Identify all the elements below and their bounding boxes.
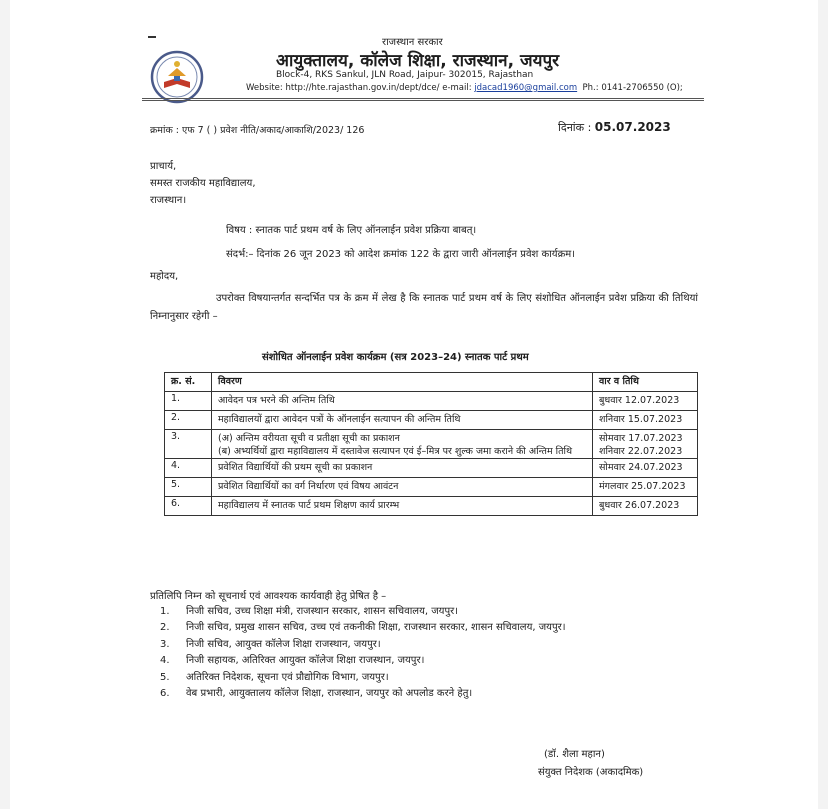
- margin-mark: [148, 36, 156, 38]
- list-number: 6.: [160, 688, 170, 700]
- department-logo-icon: [150, 50, 204, 104]
- row-date: सोमवार 24.07.2023: [593, 459, 698, 478]
- subject-line: विषय : स्नातक पार्ट प्रथम वर्ष के लिए ऑनलाईन प्रवेश प्रक्रिया बाबत्।: [226, 225, 477, 236]
- table-row: [165, 478, 698, 497]
- list-text: निजी सचिव, आयुक्त कॉलेज शिक्षा राजस्थान, जयपुर।: [186, 638, 381, 650]
- list-item: [160, 604, 566, 620]
- addressee-line: प्राचार्य,: [150, 161, 177, 172]
- copy-to-heading: प्रतिलिपि निम्न को सूचनार्थ एवं आवश्यक कार्यवाही हेतु प्रेषित है –: [150, 591, 387, 602]
- table-title: संशोधित ऑनलाईन प्रवेश कार्यक्रम (सत्र 2023–24) स्नातक पार्ट प्रथम: [262, 352, 529, 363]
- list-text: अतिरिक्त निदेशक, सूचना एवं प्रौद्योगिक विभाग, जयपुर।: [186, 671, 389, 683]
- row-serial: 1.: [165, 392, 212, 411]
- list-item: [160, 620, 566, 636]
- row-date: मंगलवार 25.07.2023: [593, 478, 698, 497]
- list-item: [160, 670, 566, 686]
- row-date-part-b: शनिवार 22.07.2023: [599, 446, 683, 457]
- copy-to-list: [160, 604, 566, 702]
- table-header-row: [165, 373, 698, 392]
- reference-line: संदर्भ:– दिनांक 26 जून 2023 को आदेश क्रमांक 122 के द्वारा जारी ऑनलाईन प्रवेश कार्यक्रम।: [226, 249, 576, 260]
- list-number: 2.: [160, 622, 170, 634]
- email-link[interactable]: jdacad1960@gmail.com: [474, 83, 578, 93]
- table-row: [165, 430, 698, 459]
- salutation: महोदय,: [150, 271, 179, 282]
- list-text: निजी सहायक, अतिरिक्त आयुक्त कॉलेज शिक्षा राजस्थान, जयपुर।: [186, 655, 425, 667]
- table-row: [165, 392, 698, 411]
- row-date: बुधवार 26.07.2023: [593, 497, 698, 516]
- list-text: वेब प्रभारी, आयुक्तालय कॉलेज शिक्षा, राजस्थान, जयपुर को अपलोड करने हेतु।: [186, 688, 473, 700]
- row-serial: 3.: [165, 430, 212, 459]
- list-item: [160, 653, 566, 669]
- office-address: Block-4, RKS Sankul, JLN Road, Jaipur- 302015, Rajasthan: [276, 70, 534, 80]
- government-label: राजस्थान सरकार: [382, 37, 443, 48]
- list-text: निजी सचिव, प्रमुख शासन सचिव, उच्च एवं तकनीकी शिक्षा, राजस्थान सरकार, शासन सचिवालय, जयपुर।: [186, 622, 566, 634]
- date-value: 05.07.2023: [594, 120, 671, 134]
- signatory-title: संयुक्त निदेशक (अकादमिक): [538, 767, 644, 778]
- signatory-name: (डॉ. शैला महान): [544, 749, 605, 760]
- phone-text: Ph.: 0141-2706550 (O);: [582, 83, 683, 93]
- row-description-part-b: (ब) अभ्यर्थियों द्वारा महाविद्यालय में दस्तावेज सत्यापन एवं ई–मित्र पर शुल्क जमा कराने की अन्तिम तिथि: [218, 446, 573, 457]
- row-serial: 2.: [165, 411, 212, 430]
- row-description: प्रवेशित विद्यार्थियों का वर्ग निर्धारण एवं विषय आवंटन: [212, 478, 593, 497]
- table-row: [165, 459, 698, 478]
- row-date-part-a: सोमवार 17.07.2023: [599, 433, 683, 444]
- row-serial: 5.: [165, 478, 212, 497]
- table-row: [165, 497, 698, 516]
- addressee-line: राजस्थान।: [150, 195, 187, 206]
- list-item: [160, 637, 566, 653]
- row-description: महाविद्यालय में स्नातक पार्ट प्रथम शिक्षण कार्य प्रारम्भ: [212, 497, 593, 516]
- row-description: आवेदन पत्र भरने की अन्तिम तिथि: [212, 392, 593, 411]
- body-paragraph: उपरोक्त विषयान्तर्गत सन्दर्भित पत्र के क्रम में लेख है कि स्नातक पार्ट प्रथम वर्ष के लिए संशोधित ऑनलाईन प्रवेश प्रक्रिया की तिथियां निम्नानुसार रहेगी –: [150, 293, 698, 322]
- list-number: 5.: [160, 671, 170, 683]
- letter-page: [10, 0, 818, 809]
- reference-number: क्रमांक : एफ 7 ( ) प्रवेश नीति/अकाद/आकाशि/2023/ 126: [150, 125, 365, 136]
- list-number: 3.: [160, 638, 170, 650]
- row-serial: 6.: [165, 497, 212, 516]
- list-item: [160, 686, 566, 702]
- header-divider-2: [142, 100, 704, 101]
- row-description-part-a: (अ) अन्तिम वरीयता सूची व प्रतीक्षा सूची का प्रकाशन: [218, 433, 400, 444]
- row-description: महाविद्यालयों द्वारा आवेदन पत्रों के ऑनलाईन सत्यापन की अन्तिम तिथि: [212, 411, 593, 430]
- column-header-date: वार व तिथि: [593, 373, 698, 392]
- header-divider: [142, 98, 704, 99]
- website-text: Website: http://hte.rajasthan.gov.in/dept/dce/ e-mail:: [246, 83, 475, 93]
- addressee-line: समस्त राजकीय महाविद्यालय,: [150, 178, 256, 189]
- row-description: [212, 430, 593, 459]
- schedule-table: [164, 372, 698, 516]
- list-text: निजी सचिव, उच्च शिक्षा मंत्री, राजस्थान सरकार, शासन सचिवालय, जयपुर।: [186, 606, 459, 617]
- table-row: [165, 411, 698, 430]
- contact-line: [246, 83, 683, 93]
- row-date: बुधवार 12.07.2023: [593, 392, 698, 411]
- office-title: आयुक्तालय, कॉलेज शिक्षा, राजस्थान, जयपुर: [276, 51, 560, 71]
- list-number: 4.: [160, 655, 170, 667]
- row-description: प्रवेशित विद्यार्थियों की प्रथम सूची का प्रकाशन: [212, 459, 593, 478]
- row-date: [593, 430, 698, 459]
- date-label: दिनांक :: [558, 121, 592, 134]
- row-serial: 4.: [165, 459, 212, 478]
- row-date: शनिवार 15.07.2023: [593, 411, 698, 430]
- column-header-serial: क्र. सं.: [165, 373, 212, 392]
- list-number: 1.: [160, 606, 170, 617]
- letter-date: [558, 120, 671, 135]
- column-header-description: विवरण: [212, 373, 593, 392]
